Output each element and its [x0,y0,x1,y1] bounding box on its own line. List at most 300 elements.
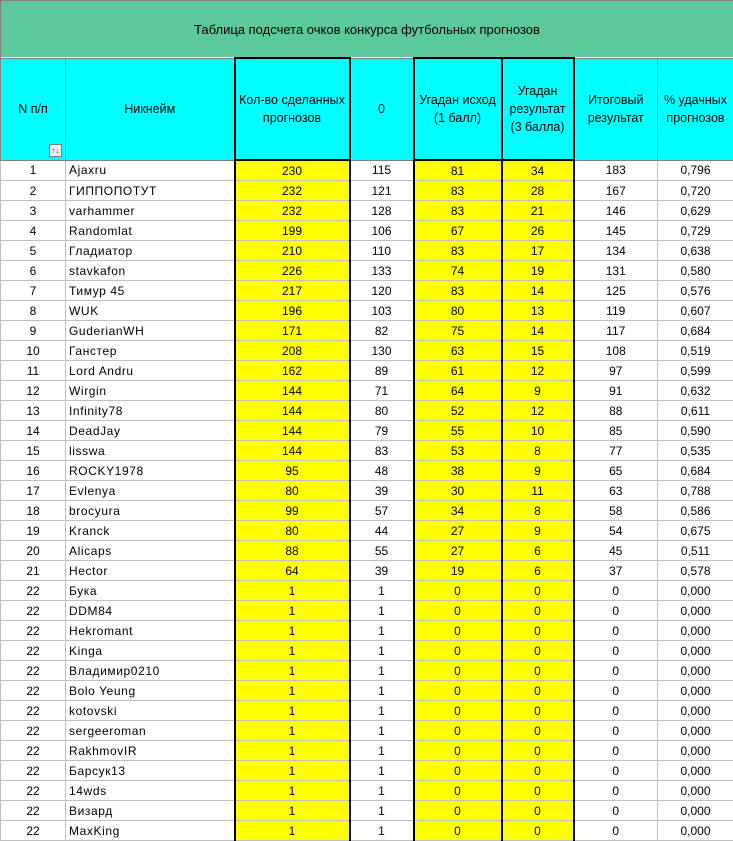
cell-nickname[interactable]: lisswa [66,441,235,461]
cell-zero[interactable]: 48 [350,461,414,481]
cell-nickname[interactable]: Kranck [66,521,235,541]
cell-result[interactable]: 0 [502,701,574,721]
cell-total[interactable]: 134 [574,241,658,261]
cell-total[interactable]: 108 [574,341,658,361]
cell-nickname[interactable]: GuderianWH [66,321,235,341]
cell-result[interactable]: 0 [502,781,574,801]
cell-pct[interactable]: 0,000 [658,761,733,781]
cell-outcome[interactable]: 75 [414,321,502,341]
cell-made[interactable]: 196 [235,301,350,321]
cell-pct[interactable]: 0,000 [658,741,733,761]
cell-zero[interactable]: 82 [350,321,414,341]
cell-num[interactable]: 19 [1,521,66,541]
cell-nickname[interactable]: WUK [66,301,235,321]
cell-made[interactable]: 232 [235,181,350,201]
cell-num[interactable]: 5 [1,241,66,261]
cell-nickname[interactable]: ГИППОПОТУТ [66,181,235,201]
table-row [1,461,733,481]
cell-total[interactable]: 183 [574,160,658,181]
cell-num[interactable]: 22 [1,641,66,661]
cell-pct[interactable]: 0,000 [658,661,733,681]
cell-nickname[interactable]: Hector [66,561,235,581]
cell-pct[interactable]: 0,611 [658,401,733,421]
cell-total[interactable]: 45 [574,541,658,561]
cell-total[interactable]: 0 [574,601,658,621]
cell-made[interactable]: 1 [235,821,350,841]
cell-result[interactable]: 6 [502,561,574,581]
cell-outcome[interactable]: 61 [414,361,502,381]
cell-total[interactable]: 117 [574,321,658,341]
cell-nickname[interactable]: Ганстер [66,341,235,361]
cell-total[interactable]: 119 [574,301,658,321]
cell-result[interactable]: 12 [502,401,574,421]
cell-num[interactable]: 2 [1,181,66,201]
cell-pct[interactable]: 0,684 [658,321,733,341]
cell-result[interactable]: 11 [502,481,574,501]
table-row [1,661,733,681]
cell-made[interactable]: 1 [235,741,350,761]
cell-total[interactable]: 58 [574,501,658,521]
cell-total[interactable]: 0 [574,781,658,801]
cell-outcome[interactable]: 30 [414,481,502,501]
table-row [1,641,733,661]
cell-total[interactable]: 0 [574,581,658,601]
cell-num[interactable]: 22 [1,601,66,621]
cell-made[interactable]: 230 [235,160,350,181]
cell-nickname[interactable]: Wirgin [66,381,235,401]
cell-total[interactable]: 91 [574,381,658,401]
cell-pct[interactable]: 0,000 [658,801,733,821]
cell-nickname[interactable]: DeadJay [66,421,235,441]
table-row [1,321,733,341]
cell-zero[interactable]: 121 [350,181,414,201]
cell-made[interactable]: 1 [235,801,350,821]
cell-pct[interactable]: 0,000 [658,781,733,801]
cell-made[interactable]: 99 [235,501,350,521]
cell-pct[interactable]: 0,000 [658,821,733,841]
cell-outcome[interactable]: 52 [414,401,502,421]
cell-zero[interactable]: 1 [350,581,414,601]
cell-nickname[interactable]: Тимур 45 [66,281,235,301]
cell-total[interactable]: 0 [574,701,658,721]
cell-pct[interactable]: 0,576 [658,281,733,301]
cell-num[interactable]: 3 [1,201,66,221]
cell-outcome[interactable]: 63 [414,341,502,361]
cell-outcome[interactable]: 0 [414,681,502,701]
table-row [1,761,733,781]
cell-num[interactable]: 21 [1,561,66,581]
cell-num[interactable]: 16 [1,461,66,481]
cell-made[interactable]: 144 [235,441,350,461]
cell-pct[interactable]: 0,000 [658,641,733,661]
cell-outcome[interactable]: 83 [414,201,502,221]
cell-result[interactable]: 0 [502,681,574,701]
cell-zero[interactable]: 120 [350,281,414,301]
cell-total[interactable]: 131 [574,261,658,281]
cell-result[interactable]: 9 [502,381,574,401]
cell-result[interactable]: 10 [502,421,574,441]
cell-num[interactable]: 17 [1,481,66,501]
cell-num[interactable]: 14 [1,421,66,441]
cell-num[interactable]: 22 [1,681,66,701]
cell-made[interactable]: 144 [235,421,350,441]
cell-outcome[interactable]: 19 [414,561,502,581]
cell-total[interactable]: 0 [574,681,658,701]
cell-zero[interactable]: 79 [350,421,414,441]
cell-result[interactable]: 14 [502,321,574,341]
cell-total[interactable]: 0 [574,801,658,821]
cell-nickname[interactable]: RakhmovIR [66,741,235,761]
header-made[interactable]: Кол-во сделанных прогнозов [235,58,350,160]
header-zero[interactable]: 0 [350,58,414,160]
cell-pct[interactable]: 0,599 [658,361,733,381]
cell-zero[interactable]: 1 [350,721,414,741]
cell-nickname[interactable]: stavkafon [66,261,235,281]
cell-nickname[interactable]: Bolo Yeung [66,681,235,701]
cell-result[interactable]: 34 [502,160,574,181]
cell-num[interactable]: 8 [1,301,66,321]
cell-zero[interactable]: 103 [350,301,414,321]
cell-pct[interactable]: 0,729 [658,221,733,241]
cell-pct[interactable]: 0,632 [658,381,733,401]
cell-nickname[interactable]: Ajaxru [66,160,235,181]
cell-made[interactable]: 144 [235,401,350,421]
cell-zero[interactable]: 115 [350,160,414,181]
cell-made[interactable]: 208 [235,341,350,361]
cell-nickname[interactable]: varhammer [66,201,235,221]
cell-nickname[interactable]: MaxKing [66,821,235,841]
cell-outcome[interactable]: 74 [414,261,502,281]
cell-num[interactable]: 20 [1,541,66,561]
cell-num[interactable]: 10 [1,341,66,361]
cell-num[interactable]: 22 [1,721,66,741]
cell-total[interactable]: 63 [574,481,658,501]
cell-nickname[interactable]: Randomlat [66,221,235,241]
cell-zero[interactable]: 1 [350,621,414,641]
cell-pct[interactable]: 0,720 [658,181,733,201]
cell-made[interactable]: 95 [235,461,350,481]
cell-pct[interactable]: 0,638 [658,241,733,261]
cell-made[interactable]: 80 [235,481,350,501]
cell-result[interactable]: 0 [502,621,574,641]
cell-made[interactable]: 162 [235,361,350,381]
cell-result[interactable]: 0 [502,741,574,761]
cell-total[interactable]: 0 [574,641,658,661]
cell-result[interactable]: 9 [502,521,574,541]
cell-pct[interactable]: 0,000 [658,621,733,641]
cell-num[interactable]: 11 [1,361,66,381]
cell-made[interactable]: 1 [235,781,350,801]
cell-zero[interactable]: 80 [350,401,414,421]
cell-nickname[interactable]: Evlenya [66,481,235,501]
cell-nickname[interactable]: Гладиатор [66,241,235,261]
cell-outcome[interactable]: 83 [414,181,502,201]
cell-pct[interactable]: 0,607 [658,301,733,321]
table-row [1,701,733,721]
cell-num[interactable]: 15 [1,441,66,461]
cell-result[interactable]: 13 [502,301,574,321]
table-title[interactable]: Таблица подсчета очков конкурса футбольных прогнозов [1,1,733,59]
header-num[interactable] [1,58,66,160]
cell-made[interactable]: 1 [235,721,350,741]
table-row [1,781,733,801]
cell-result[interactable]: 0 [502,721,574,741]
cell-nickname[interactable]: Hekromant [66,621,235,641]
cell-made[interactable]: 1 [235,621,350,641]
cell-pct[interactable]: 0,578 [658,561,733,581]
table-row [1,241,733,261]
cell-nickname[interactable]: sergeeroman [66,721,235,741]
cell-zero[interactable]: 1 [350,701,414,721]
cell-pct[interactable]: 0,000 [658,721,733,741]
cell-pct[interactable]: 0,586 [658,501,733,521]
cell-outcome[interactable]: 0 [414,761,502,781]
cell-outcome[interactable]: 80 [414,301,502,321]
cell-pct[interactable]: 0,796 [658,160,733,181]
cell-pct[interactable]: 0,580 [658,261,733,281]
cell-zero[interactable]: 1 [350,761,414,781]
cell-pct[interactable]: 0,684 [658,461,733,481]
cell-zero[interactable]: 71 [350,381,414,401]
cell-total[interactable]: 167 [574,181,658,201]
cell-pct[interactable]: 0,519 [658,341,733,361]
cell-outcome[interactable]: 0 [414,641,502,661]
header-outcome[interactable]: Угадан исход (1 балл) [414,58,502,160]
cell-result[interactable]: 14 [502,281,574,301]
cell-pct[interactable]: 0,000 [658,581,733,601]
cell-total[interactable]: 0 [574,741,658,761]
cell-num[interactable]: 9 [1,321,66,341]
table-row [1,261,733,281]
cell-made[interactable]: 210 [235,241,350,261]
cell-num[interactable]: 22 [1,761,66,781]
header-total[interactable]: Итоговый результат [574,58,658,160]
cell-result[interactable]: 0 [502,601,574,621]
cell-total[interactable]: 0 [574,661,658,681]
cell-zero[interactable]: 1 [350,681,414,701]
cell-made[interactable]: 199 [235,221,350,241]
cell-result[interactable]: 12 [502,361,574,381]
cell-outcome[interactable]: 83 [414,241,502,261]
cell-zero[interactable]: 1 [350,601,414,621]
cell-result[interactable]: 0 [502,821,574,841]
cell-zero[interactable]: 44 [350,521,414,541]
cell-result[interactable]: 0 [502,661,574,681]
cell-made[interactable]: 88 [235,541,350,561]
cell-num[interactable]: 22 [1,821,66,841]
cell-made[interactable]: 1 [235,641,350,661]
cell-total[interactable]: 85 [574,421,658,441]
cell-total[interactable]: 0 [574,621,658,641]
cell-pct[interactable]: 0,675 [658,521,733,541]
cell-zero[interactable]: 1 [350,801,414,821]
cell-zero[interactable]: 1 [350,641,414,661]
cell-result[interactable]: 0 [502,641,574,661]
cell-made[interactable]: 171 [235,321,350,341]
cell-nickname[interactable]: 14wds [66,781,235,801]
table-row [1,621,733,641]
header-nick[interactable]: Никнейм [66,58,235,160]
cell-made[interactable]: 217 [235,281,350,301]
cell-made[interactable]: 1 [235,701,350,721]
cell-num[interactable]: 13 [1,401,66,421]
cell-total[interactable]: 37 [574,561,658,581]
cell-nickname[interactable]: Alicaps [66,541,235,561]
cell-total[interactable]: 0 [574,761,658,781]
cell-outcome[interactable]: 0 [414,781,502,801]
cell-pct[interactable]: 0,535 [658,441,733,461]
cell-zero[interactable]: 57 [350,501,414,521]
cell-zero[interactable]: 39 [350,481,414,501]
cell-made[interactable]: 64 [235,561,350,581]
cell-outcome[interactable]: 27 [414,541,502,561]
cell-result[interactable]: 15 [502,341,574,361]
cell-nickname[interactable]: Infinity78 [66,401,235,421]
cell-outcome[interactable]: 55 [414,421,502,441]
header-result[interactable]: Угадан результат (3 балла) [502,58,574,160]
cell-outcome[interactable]: 27 [414,521,502,541]
cell-total[interactable]: 146 [574,201,658,221]
cell-zero[interactable]: 1 [350,781,414,801]
cell-num[interactable]: 12 [1,381,66,401]
cell-made[interactable]: 80 [235,521,350,541]
table-row [1,341,733,361]
cell-outcome[interactable]: 0 [414,741,502,761]
cell-made[interactable]: 226 [235,261,350,281]
cell-total[interactable]: 0 [574,721,658,741]
cell-num[interactable]: 22 [1,581,66,601]
cell-total[interactable]: 77 [574,441,658,461]
cell-total[interactable]: 125 [574,281,658,301]
cell-num[interactable]: 6 [1,261,66,281]
cell-zero[interactable]: 1 [350,661,414,681]
cell-outcome[interactable]: 0 [414,601,502,621]
table-row [1,361,733,381]
cell-result[interactable]: 6 [502,541,574,561]
cell-outcome[interactable]: 0 [414,701,502,721]
cell-num[interactable]: 22 [1,661,66,681]
cell-nickname[interactable]: brocyura [66,501,235,521]
cell-result[interactable]: 0 [502,761,574,781]
cell-result[interactable]: 9 [502,461,574,481]
header-row [1,58,733,160]
cell-result[interactable]: 26 [502,221,574,241]
cell-nickname[interactable]: Lord Andru [66,361,235,381]
cell-outcome[interactable]: 53 [414,441,502,461]
cell-zero[interactable]: 1 [350,741,414,761]
cell-zero[interactable]: 106 [350,221,414,241]
cell-made[interactable]: 1 [235,681,350,701]
cell-nickname[interactable]: kotovski [66,701,235,721]
cell-total[interactable]: 65 [574,461,658,481]
cell-pct[interactable]: 0,511 [658,541,733,561]
cell-made[interactable]: 144 [235,381,350,401]
cell-outcome[interactable]: 0 [414,801,502,821]
cell-outcome[interactable]: 0 [414,581,502,601]
cell-made[interactable]: 1 [235,601,350,621]
cell-nickname[interactable]: Барсук13 [66,761,235,781]
cell-total[interactable]: 97 [574,361,658,381]
cell-nickname[interactable]: DDM84 [66,601,235,621]
cell-made[interactable]: 1 [235,761,350,781]
cell-result[interactable]: 0 [502,801,574,821]
cell-num[interactable]: 7 [1,281,66,301]
cell-made[interactable]: 232 [235,201,350,221]
cell-num[interactable]: 22 [1,701,66,721]
cell-pct[interactable]: 0,788 [658,481,733,501]
cell-zero[interactable]: 1 [350,821,414,841]
cell-zero[interactable]: 83 [350,441,414,461]
cell-zero[interactable]: 39 [350,561,414,581]
header-pct[interactable]: % удачных прогнозов [658,58,733,160]
cell-made[interactable]: 1 [235,661,350,681]
cell-total[interactable]: 88 [574,401,658,421]
cell-outcome[interactable]: 0 [414,621,502,641]
cell-total[interactable]: 0 [574,821,658,841]
cell-result[interactable]: 17 [502,241,574,261]
cell-num[interactable]: 22 [1,621,66,641]
cell-result[interactable]: 8 [502,501,574,521]
table-row [1,421,733,441]
cell-outcome[interactable]: 64 [414,381,502,401]
cell-outcome[interactable]: 0 [414,721,502,741]
cell-num[interactable]: 4 [1,221,66,241]
cell-zero[interactable]: 110 [350,241,414,261]
cell-result[interactable]: 0 [502,581,574,601]
header-num-label: N п/п [18,102,48,116]
cell-made[interactable]: 1 [235,581,350,601]
table-row [1,721,733,741]
cell-outcome[interactable]: 34 [414,501,502,521]
cell-zero[interactable]: 55 [350,541,414,561]
cell-pct[interactable]: 0,629 [658,201,733,221]
cell-nickname[interactable]: Владимир0210 [66,661,235,681]
table-row [1,181,733,201]
cell-num[interactable]: 18 [1,501,66,521]
cell-zero[interactable]: 128 [350,201,414,221]
cell-pct[interactable]: 0,000 [658,681,733,701]
cell-num[interactable]: 1 [1,160,66,181]
cell-outcome[interactable]: 0 [414,821,502,841]
sort-filter-icon[interactable]: ↑↓ [49,144,62,157]
cell-total[interactable]: 54 [574,521,658,541]
cell-outcome[interactable]: 83 [414,281,502,301]
cell-outcome[interactable]: 0 [414,661,502,681]
cell-num[interactable]: 22 [1,781,66,801]
table-row [1,601,733,621]
cell-result[interactable]: 19 [502,261,574,281]
cell-zero[interactable]: 130 [350,341,414,361]
cell-num[interactable]: 22 [1,741,66,761]
cell-result[interactable]: 28 [502,181,574,201]
cell-pct[interactable]: 0,590 [658,421,733,441]
cell-nickname[interactable]: Kinga [66,641,235,661]
cell-nickname[interactable]: Бука [66,581,235,601]
cell-nickname[interactable]: ROCKY1978 [66,461,235,481]
cell-result[interactable]: 21 [502,201,574,221]
cell-outcome[interactable]: 67 [414,221,502,241]
cell-zero[interactable]: 89 [350,361,414,381]
cell-pct[interactable]: 0,000 [658,701,733,721]
cell-total[interactable]: 145 [574,221,658,241]
cell-pct[interactable]: 0,000 [658,601,733,621]
cell-nickname[interactable]: Визард [66,801,235,821]
cell-outcome[interactable]: 38 [414,461,502,481]
cell-outcome[interactable]: 81 [414,160,502,181]
cell-num[interactable]: 22 [1,801,66,821]
cell-result[interactable]: 8 [502,441,574,461]
cell-zero[interactable]: 133 [350,261,414,281]
